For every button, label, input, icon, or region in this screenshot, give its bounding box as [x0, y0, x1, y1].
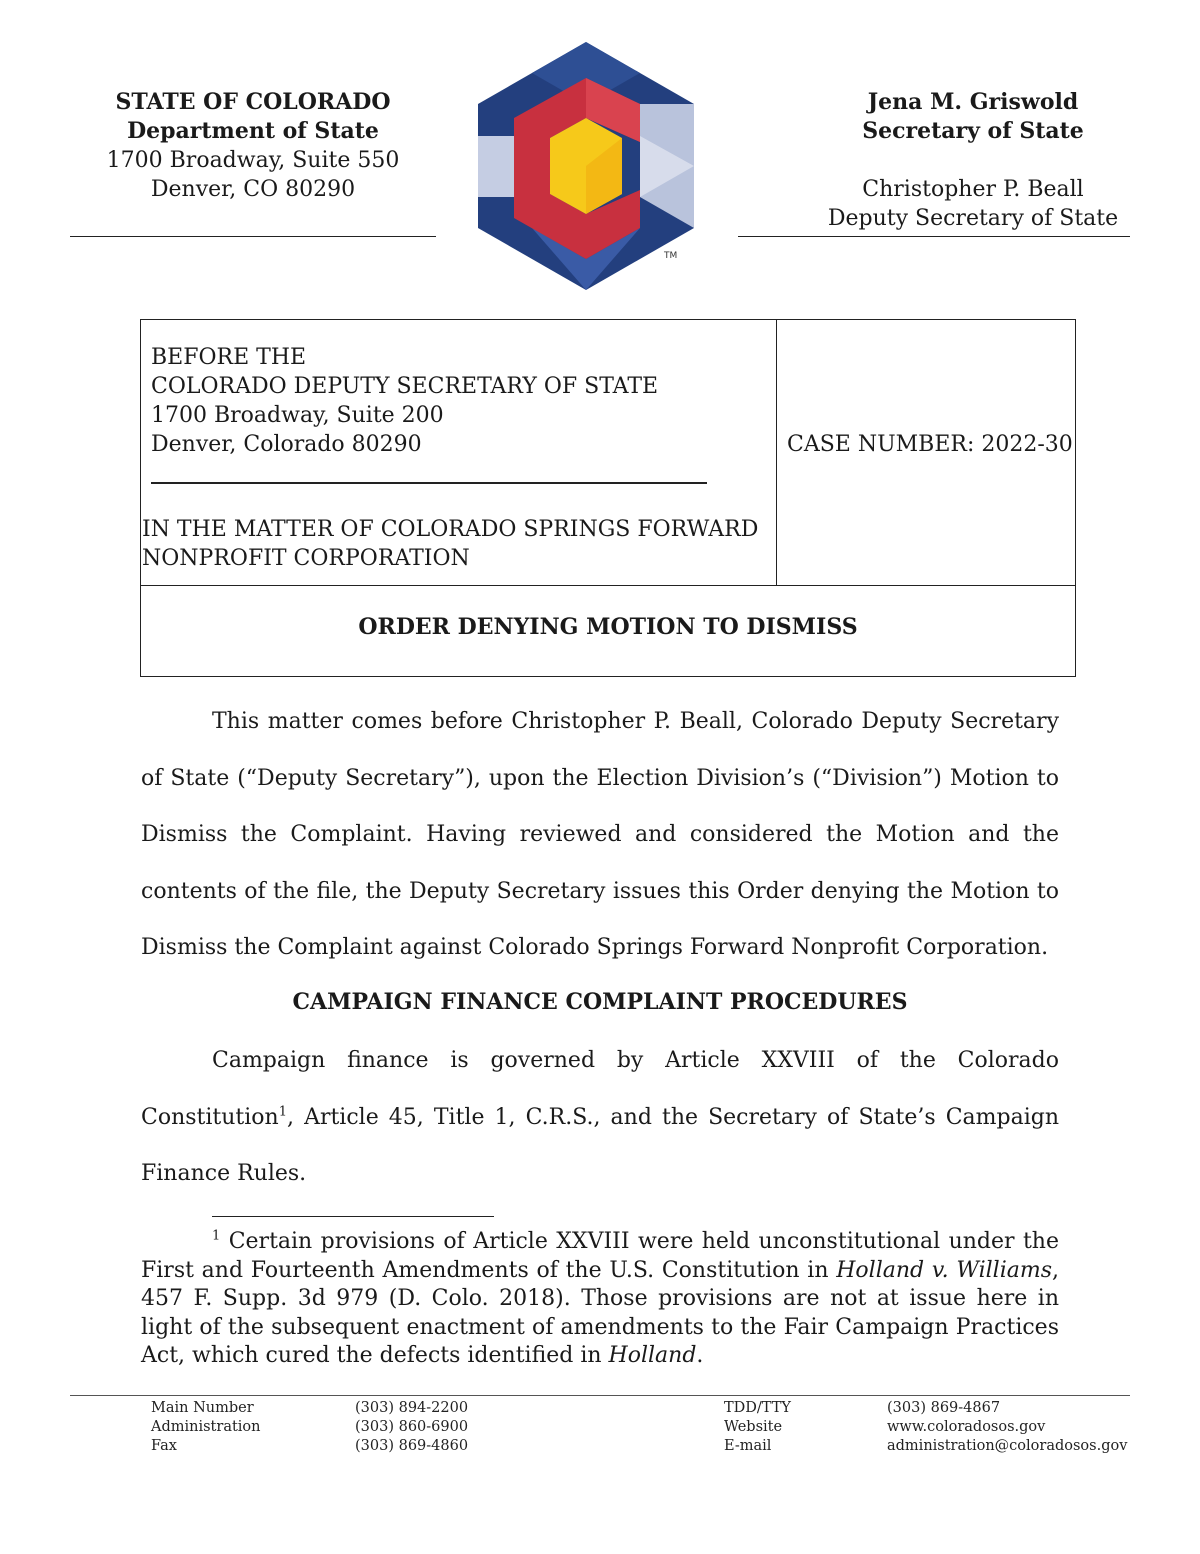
footer-email[interactable]: administration@coloradosos.gov [887, 1438, 1128, 1454]
caption-inner-rule [151, 482, 707, 484]
tribunal-line: Denver, Colorado 80290 [151, 432, 422, 457]
footnote-marker: 1 [212, 1228, 221, 1244]
colorado-c-hexagon-logo-icon [474, 38, 699, 294]
campaign-finance-paragraph [141, 1033, 1059, 1203]
header-rule-right [738, 236, 1130, 237]
matter-line: IN THE MATTER OF COLORADO SPRINGS FORWARD [142, 517, 759, 542]
footnote-separator [212, 1216, 494, 1217]
footer-label: TDD/TTY [724, 1400, 791, 1416]
caption-divider-horizontal [140, 585, 1076, 586]
footer-website[interactable]: www.coloradosos.gov [887, 1419, 1046, 1435]
footnote-text: Certain provisions of Article XXVIII were held unconstitutional under the First and Fourteenth Amendments of the U.S. Constitution in [141, 1229, 1059, 1283]
tribunal-line: COLORADO DEPUTY SECRETARY OF STATE [151, 374, 659, 399]
case-citation: Holland v. Williams [836, 1257, 1053, 1283]
state-name: STATE OF COLORADO [115, 89, 391, 115]
secretary-title: Secretary of State [862, 118, 1084, 144]
paragraph-text: Campaign finance is governed by Article XXVIII of the Colorado Constitution [141, 1048, 1059, 1130]
matter-title [142, 515, 758, 573]
agency-street: 1700 Broadway, Suite 550 [106, 148, 400, 173]
footnote-text: . [696, 1343, 704, 1368]
paragraph-text: , Article 45, Title 1, C.R.S., and the Secretary of State’s Campaign Finance Rules. [141, 1104, 1059, 1186]
footer-values-left [355, 1399, 468, 1456]
footer-label: Main Number [151, 1400, 254, 1416]
footer-phone: (303) 894-2200 [355, 1400, 469, 1416]
agency-address-block [70, 88, 436, 204]
tribunal-line: 1700 Broadway, Suite 200 [151, 403, 444, 428]
tribunal-line: BEFORE THE [151, 345, 307, 370]
footer-labels-right [724, 1399, 791, 1456]
footer-label: Website [724, 1419, 783, 1435]
secretary-block [770, 88, 1176, 233]
footer-phone: (303) 869-4860 [355, 1438, 469, 1454]
header-rule-left [70, 236, 436, 237]
caption-divider-vertical [776, 319, 777, 586]
footer-label: Administration [151, 1419, 261, 1435]
deputy-title: Deputy Secretary of State [827, 206, 1119, 231]
footer-values-right [887, 1399, 1127, 1456]
case-short-citation: Holland [608, 1343, 697, 1368]
footer-tdd-phone: (303) 869-4867 [887, 1400, 1001, 1416]
matter-line: NONPROFIT CORPORATION [142, 546, 470, 571]
order-title: ORDER DENYING MOTION TO DISMISS [358, 614, 858, 640]
intro-paragraph: This matter comes before Christopher P. Beall, Colorado Deputy Secretary of State (“Deputy Secretary”), upon the Election Division’s (“Division”) Motion to Dismiss the Complaint. Having reviewed and considered the Motion and the contents of the file, the Deputy Secretary issues this Order denying the Motion to Dismiss the Complaint against Colorado Springs Forward Nonprofit Corporation. [141, 709, 1059, 960]
secretary-name: Jena M. Griswold [867, 89, 1079, 115]
department-name: Department of State [127, 118, 379, 144]
trademark-mark: TM [664, 251, 678, 261]
agency-city: Denver, CO 80290 [150, 177, 356, 202]
section-heading: CAMPAIGN FINANCE COMPLAINT PROCEDURES [292, 989, 908, 1015]
tribunal-block [151, 343, 658, 459]
footnote-reference: 1 [278, 1104, 287, 1120]
case-number: CASE NUMBER: 2022-30 [787, 432, 1073, 457]
footer-phone: (303) 860-6900 [355, 1419, 469, 1435]
footer-label: E-mail [724, 1438, 772, 1454]
footnote-text: , 457 F. Supp. 3d 979 (D. Colo. 2018). Those provisions are not at issue here in light of the subsequent enactment of amendments to the Fair Campaign Practices Act, which cured the defects identified in [141, 1257, 1060, 1368]
footer-rule [70, 1395, 1130, 1396]
deputy-name: Christopher P. Beall [862, 177, 1084, 202]
footer-labels-left [151, 1399, 261, 1456]
footer-label: Fax [151, 1438, 177, 1454]
footnote [141, 1228, 1059, 1371]
logo-facet-left-light [478, 136, 514, 197]
